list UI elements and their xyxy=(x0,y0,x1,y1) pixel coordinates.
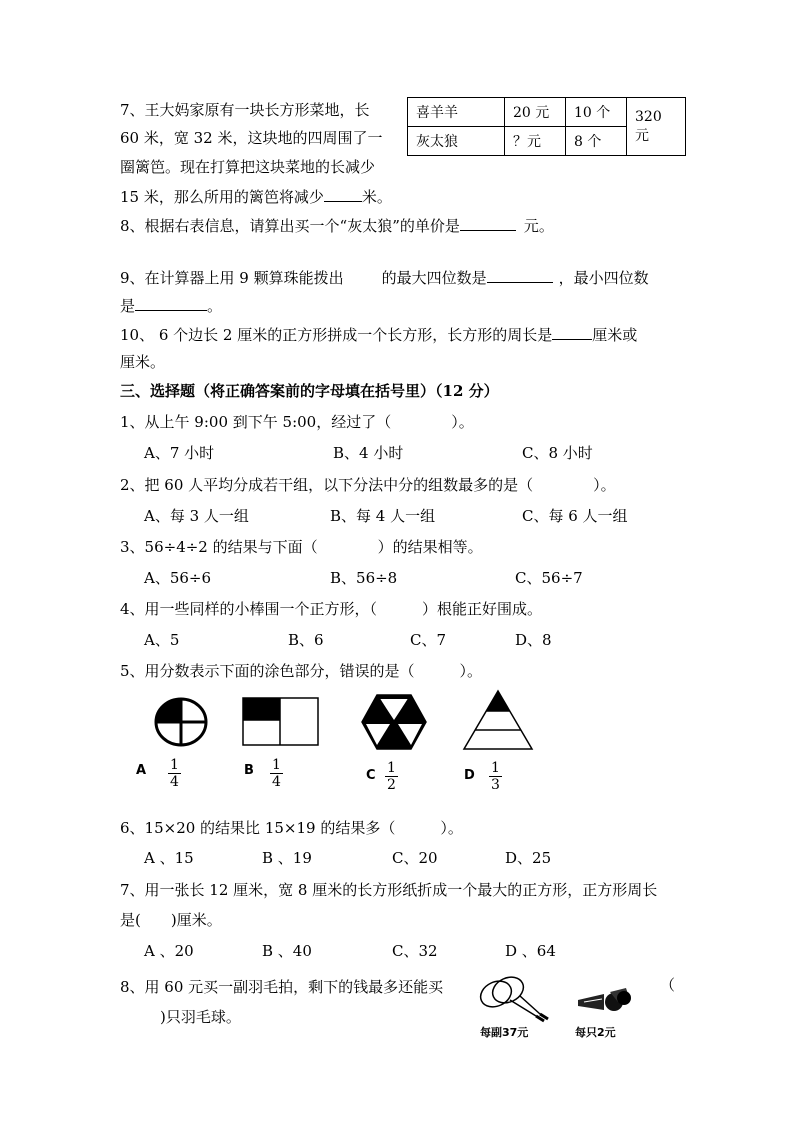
shuttlecock-icon xyxy=(574,986,634,1020)
q10-text-b: 厘米或 xyxy=(592,326,638,344)
circle-quarter-shape xyxy=(154,697,208,747)
mc-q5-option-a-fraction xyxy=(168,757,181,790)
mc-q6-stem: 6、15×20 的结果比 15×19 的结果多（ ）。 xyxy=(120,819,463,837)
q9-line2 xyxy=(120,294,222,316)
q10-text-a: 10、 6 个边长 2 厘米的正方形拼成一个长方形，长方形的周长是 xyxy=(120,326,553,344)
mc-q3-option-b[interactable]: B、56÷8 xyxy=(330,569,398,587)
fraction-denominator: 2 xyxy=(387,777,396,793)
q8-text: 8、根据右表信息，请算出买一个“灰太狼”的单价是 xyxy=(120,217,460,235)
mc-q7-option-b[interactable]: B 、40 xyxy=(262,942,312,960)
mc-q8-paren-open: （ xyxy=(660,976,676,994)
fraction-denominator: 4 xyxy=(272,774,281,790)
mc-q5-option-d-label[interactable]: D xyxy=(464,768,475,783)
q8-line xyxy=(120,214,554,236)
section-3-title: 三、选择题（将正确答案前的字母填在括号里）（12 分） xyxy=(120,382,499,400)
mc-q6-option-a[interactable]: A 、15 xyxy=(144,849,194,867)
table-cell-total: 320 元 xyxy=(627,98,686,156)
mc-q6-option-b[interactable]: B 、19 xyxy=(262,849,312,867)
mc-q2-option-a[interactable]: A、每 3 人一组 xyxy=(144,507,249,525)
table-cell-price: ？元 xyxy=(505,127,566,156)
q7-line4-unit: 米。 xyxy=(361,188,392,206)
mc-q8-line1: 8、用 60 元买一副羽毛拍，剩下的钱最多还能买 xyxy=(120,978,444,996)
mc-q7-option-c[interactable]: C、32 xyxy=(392,942,438,960)
mc-q3-stem: 3、56÷4÷2 的结果与下面（ ）的结果相等。 xyxy=(120,538,483,556)
mc-q4-option-a[interactable]: A、5 xyxy=(144,631,180,649)
table-cell-name: 喜羊羊 xyxy=(408,98,505,127)
hexagon-half-shape xyxy=(360,693,428,751)
mc-q6-option-c[interactable]: C、20 xyxy=(392,849,438,867)
mc-q5-stem: 5、用分数表示下面的涂色部分，错误的是（ ）。 xyxy=(120,662,483,680)
mc-q8-line2: )只羽毛球。 xyxy=(160,1008,241,1026)
fraction-denominator: 4 xyxy=(170,774,179,790)
table-cell-name: 灰太狼 xyxy=(408,127,505,156)
q9-text-a: 9、在计算器上用 9 颗算珠能拨出 xyxy=(120,269,344,287)
mc-q7-option-d[interactable]: D 、64 xyxy=(505,942,556,960)
mc-q5-option-a-label[interactable]: A xyxy=(136,763,147,778)
mc-q5-option-c-label[interactable]: C xyxy=(366,768,376,783)
q9-min-blank[interactable] xyxy=(135,294,207,311)
mc-q4-option-b[interactable]: B、6 xyxy=(288,631,324,649)
fraction-numerator: 1 xyxy=(272,757,281,773)
q7-line2: 60 米，宽 32 米，这块地的四周围了一 xyxy=(120,129,383,147)
mc-q5-option-b-label[interactable]: B xyxy=(244,763,254,778)
mc-q1-option-c[interactable]: C、8 小时 xyxy=(522,444,593,462)
q9-line1 xyxy=(120,266,649,288)
table-cell-count: 8 个 xyxy=(566,127,627,156)
mc-q5-option-d-fraction xyxy=(489,760,502,793)
q8-answer-blank[interactable] xyxy=(460,214,516,231)
q9-text-c: ，最小四位数 xyxy=(558,269,649,287)
q7-line4 xyxy=(120,185,392,207)
shuttlecock-price-caption: 每只2元 xyxy=(575,1026,616,1039)
mc-q3-option-a[interactable]: A、56÷6 xyxy=(144,569,212,587)
fraction-denominator: 3 xyxy=(491,777,500,793)
racket-price-caption: 每副37元 xyxy=(480,1026,529,1039)
q8-unit: 元。 xyxy=(523,217,554,235)
fraction-numerator: 1 xyxy=(170,757,179,773)
fraction-numerator: 1 xyxy=(491,760,500,776)
mc-q2-option-c[interactable]: C、每 6 人一组 xyxy=(522,507,628,525)
q10-line2: 厘米。 xyxy=(120,353,166,371)
mc-q7-line1: 7、用一张长 12 厘米，宽 8 厘米的长方形纸折成一个最大的正方形，正方形周长 xyxy=(120,881,658,899)
mc-q7-option-a[interactable]: A 、20 xyxy=(144,942,194,960)
q7-line4-text: 15 米，那么所用的篱笆将减少 xyxy=(120,188,324,206)
q10-answer-blank[interactable] xyxy=(552,323,592,340)
q7-answer-blank[interactable] xyxy=(324,185,362,202)
mc-q5-option-c-fraction xyxy=(385,760,398,793)
mc-q7-line2: 是( )厘米。 xyxy=(120,911,222,929)
mc-q4-option-c[interactable]: C、7 xyxy=(410,631,447,649)
q9-text-e: 。 xyxy=(207,297,223,315)
mc-q1-option-a[interactable]: A、7 小时 xyxy=(144,444,215,462)
mc-q6-option-d[interactable]: D、25 xyxy=(505,849,552,867)
mc-q1-stem: 1、从上午 9:00 到下午 5:00，经过了（ ）。 xyxy=(120,413,474,431)
q7-line1: 7、王大妈家原有一块长方形菜地，长 xyxy=(120,101,370,119)
table-row xyxy=(408,98,686,127)
q9-max-blank[interactable] xyxy=(487,266,553,283)
badminton-racket-icon xyxy=(474,974,560,1026)
q9-text-d: 是 xyxy=(120,297,136,315)
mc-q2-option-b[interactable]: B、每 4 人一组 xyxy=(330,507,436,525)
mc-q4-option-d[interactable]: D、8 xyxy=(515,631,552,649)
rectangle-quarter-shape xyxy=(242,697,320,747)
q10-line1 xyxy=(120,323,637,345)
q9-text-b: 的最大四位数是 xyxy=(381,269,487,287)
mc-q1-option-b[interactable]: B、4 小时 xyxy=(333,444,404,462)
triangle-third-shape xyxy=(462,689,534,751)
mc-q2-stem: 2、把 60 人平均分成若干组，以下分法中分的组数最多的是（ ）。 xyxy=(120,476,616,494)
price-table xyxy=(407,97,686,156)
table-cell-count: 10 个 xyxy=(566,98,627,127)
table-cell-price: 20 元 xyxy=(505,98,566,127)
mc-q3-option-c[interactable]: C、56÷7 xyxy=(515,569,583,587)
mc-q4-stem: 4、用一些同样的小棒围一个正方形，（ ）根能正好围成。 xyxy=(120,600,543,618)
mc-q5-option-b-fraction xyxy=(270,757,283,790)
fraction-numerator: 1 xyxy=(387,760,396,776)
q7-line3: 圈篱笆。现在打算把这块菜地的长减少 xyxy=(120,158,376,176)
